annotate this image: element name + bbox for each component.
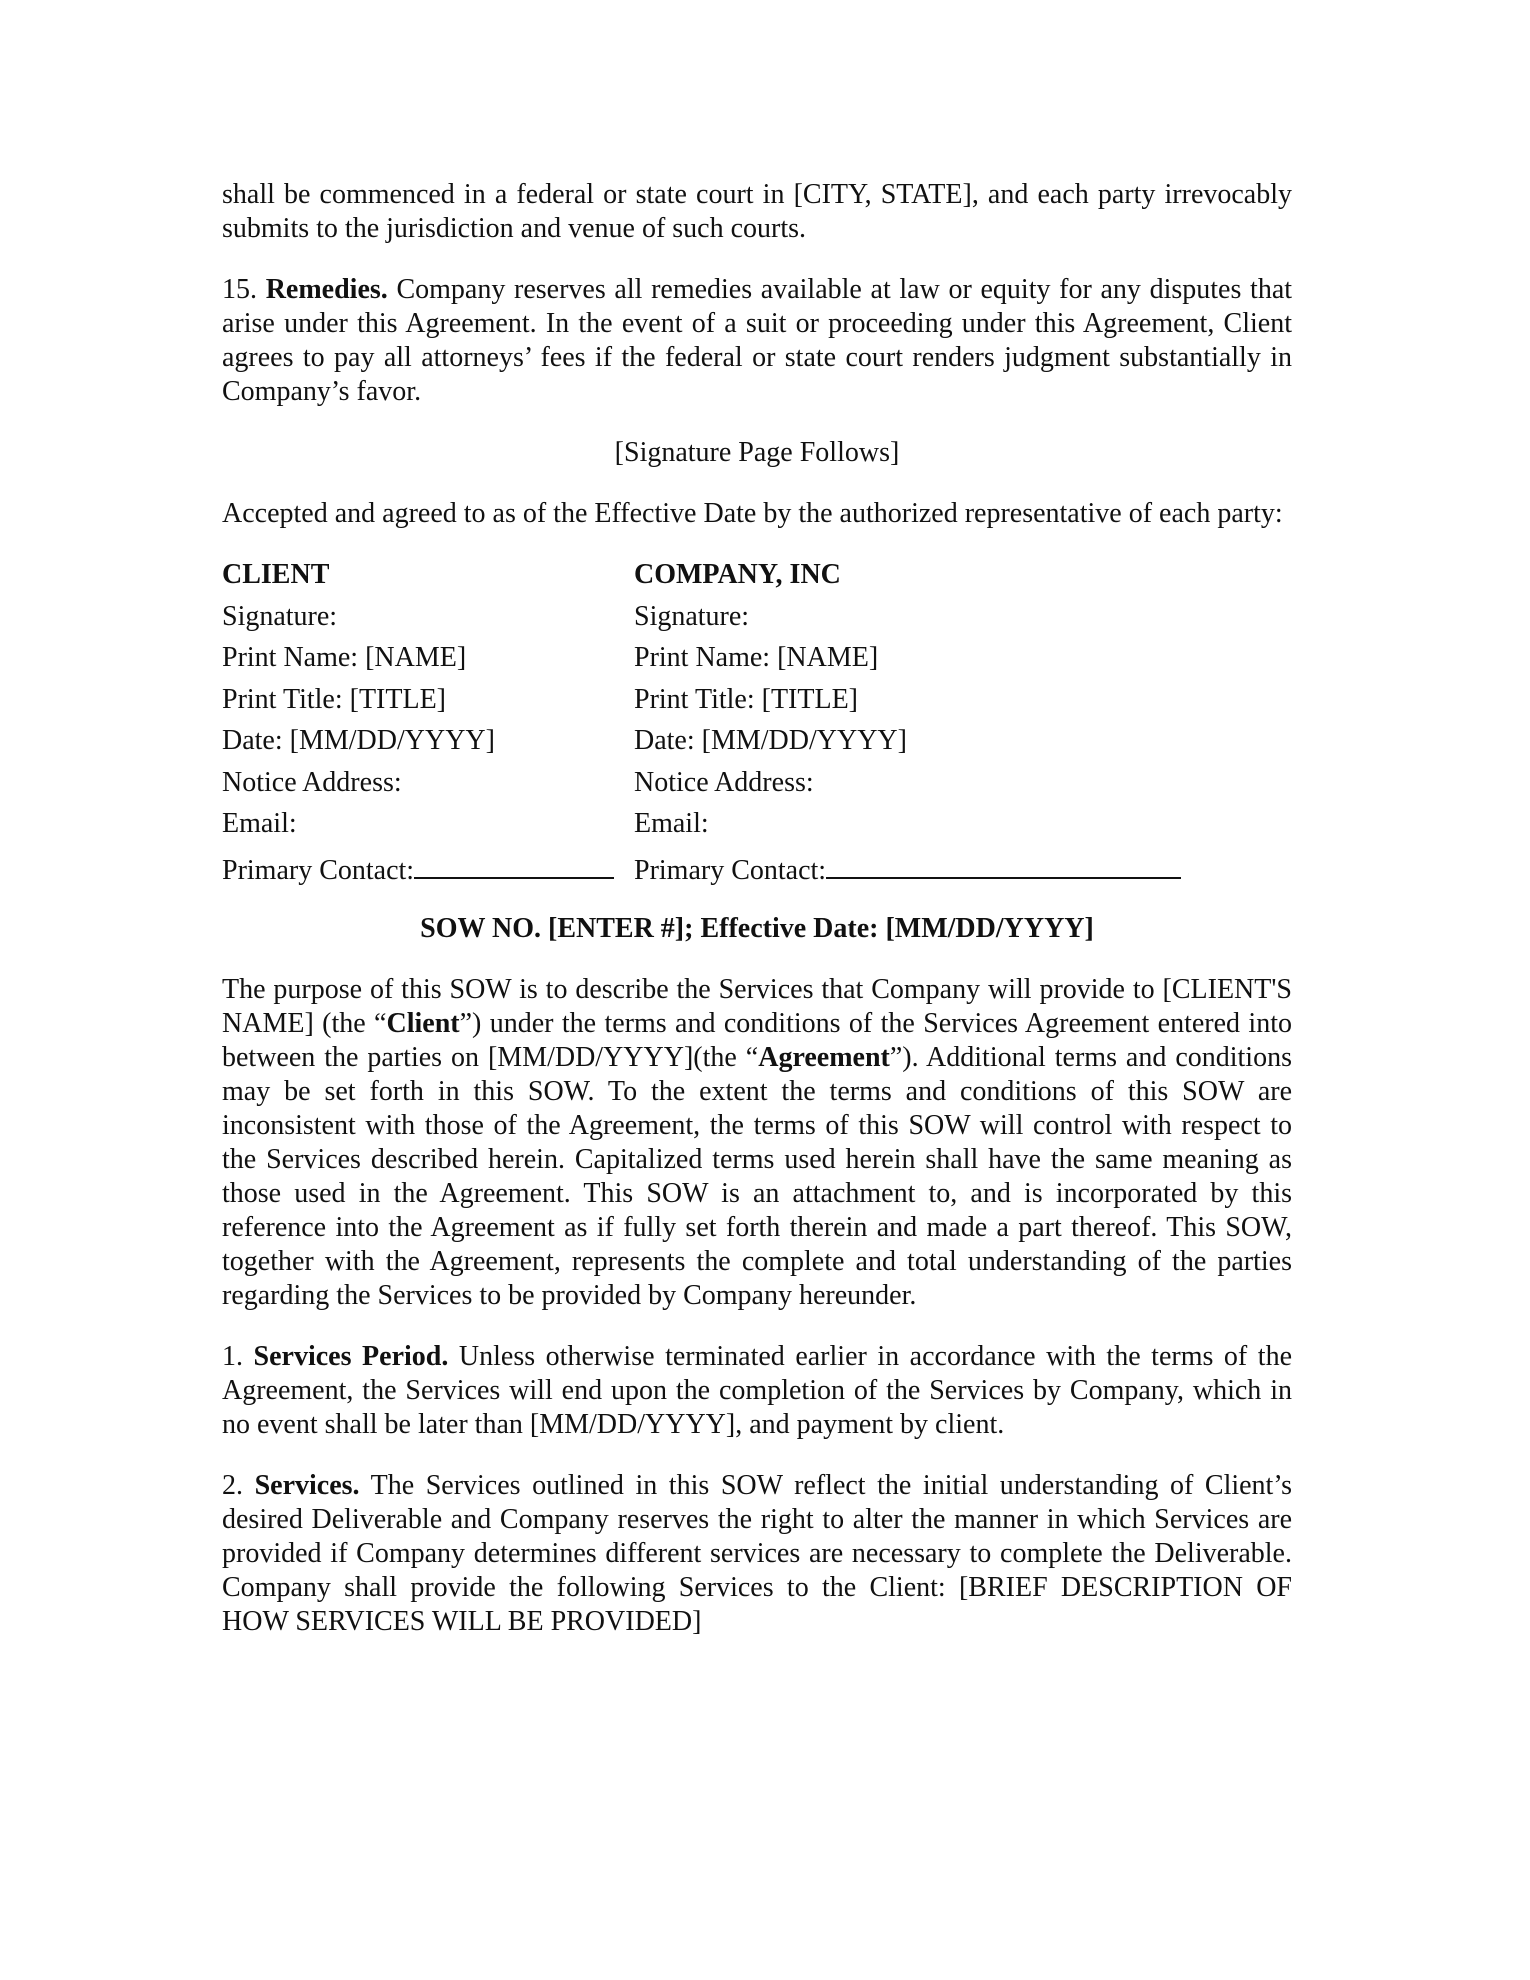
client-primary-contact-label: Primary Contact: (222, 854, 415, 886)
company-heading: COMPANY, INC (634, 559, 841, 590)
signature-row-notice-address (222, 766, 1222, 808)
company-print-name: Print Name: [NAME] (634, 642, 879, 673)
company-signature-label: Signature: (634, 600, 750, 632)
client-date: Date: [MM/DD/YYYY] (222, 725, 495, 756)
client-signature-label: Signature: (222, 600, 338, 632)
section-1-number: 1. (222, 1341, 243, 1372)
company-primary-contact-line (826, 849, 1181, 879)
client-print-name: Print Name: [NAME] (222, 642, 467, 673)
section-1-services-period (222, 1340, 1292, 1442)
company-primary-contact-cell (634, 849, 1222, 891)
signature-row-primary-contact (222, 849, 1222, 891)
client-notice-address: Notice Address: (222, 766, 402, 798)
company-email: Email: (634, 808, 709, 839)
section-2-placeholder: [BRIEF DESCRIPTION OF HOW SERVICES WILL BE PROVIDED] (222, 1572, 1293, 1637)
sow-intro-part2: ”) under the terms and conditions of the Services Agreement entered into between the parties on [MM/DD/YYYY](the “ (222, 1008, 1292, 1073)
company-notice-address: Notice Address: (634, 766, 814, 798)
section-2-services (222, 1469, 1292, 1639)
section-1-heading: Services Period. (253, 1341, 449, 1372)
signature-row-print-title (222, 683, 1222, 725)
section-1-text: Unless otherwise terminated earlier in accordance with the terms of the Agreement, the Services will end upon the completion of the Services by Company, which in no event shall be later than [MM/DD/YYYY], and payment by client. (222, 1341, 1293, 1440)
signature-row-email (222, 807, 1222, 849)
sow-intro-part3: ”). Additional terms and conditions may be set forth in this SOW. To the extent the terms and conditions of this SOW are inconsistent with those of the Agreement, the terms of this SOW will control with respect to the Services described herein. Capitalized terms used herein shall have the same meaning as those used in the Agreement. This SOW is an attachment to, and is incorporated by this reference into the Agreement as if fully set forth therein and made a part thereof. This SOW, together with the Agreement, represents the complete and total understanding of the parties regarding the Services to be provided by Company hereunder. (222, 1042, 1292, 1311)
signature-row-signature (222, 600, 1222, 642)
signature-page-follows: [Signature Page Follows] (614, 437, 900, 468)
client-heading: CLIENT (222, 559, 330, 590)
section-15-number: 15. (222, 274, 257, 305)
client-email: Email: (222, 808, 297, 839)
signature-row-heading (222, 558, 1222, 600)
document-page (222, 178, 1292, 1639)
section-2-heading: Services. (254, 1470, 360, 1501)
section-15-remedies (222, 273, 1292, 409)
accepted-text: Accepted and agreed to as of the Effective Date by the authorized representative of each party: (222, 498, 1283, 529)
sow-intro (222, 973, 1292, 1313)
section-15-heading: Remedies. (265, 274, 388, 305)
section-15-text: Company reserves all remedies available at law or equity for any disputes that arise under this Agreement. In the event of a suit or proceeding under this Agreement, Client agrees to pay all attorneys’ fees if the federal or state court renders judgment substantially in Company’s favor. (222, 274, 1293, 407)
sow-intro-client-term: Client (386, 1008, 460, 1039)
company-primary-contact-label: Primary Contact: (634, 854, 827, 886)
sow-title: SOW NO. [ENTER #]; Effective Date: [MM/DD/YYYY] (420, 913, 1094, 944)
client-print-title: Print Title: [TITLE] (222, 683, 446, 715)
section-2-number: 2. (222, 1470, 243, 1501)
company-print-title: Print Title: [TITLE] (634, 683, 858, 715)
signature-block (222, 558, 1222, 890)
client-primary-contact-cell (222, 849, 634, 891)
signature-row-print-name (222, 641, 1222, 683)
client-primary-contact-line (414, 849, 614, 879)
company-date: Date: [MM/DD/YYYY] (634, 725, 907, 756)
signature-row-date (222, 724, 1222, 766)
sow-intro-part1: The purpose of this SOW is to describe the Services that Company will provide to [CLIENT'S NAME] (the “ (222, 974, 1292, 1039)
section-14-continuation: shall be commenced in a federal or state court in [CITY, STATE], and each party irrevocably submits to the jurisdiction and venue of such courts. (222, 179, 1292, 244)
section-2-text: The Services outlined in this SOW reflect the initial understanding of Client’s desired Deliverable and Company reserves the right to alter the manner in which Services are provided if Company determines different services are necessary to complete the Deliverable. Company shall provide the following Services to the Client: (222, 1470, 1293, 1603)
sow-intro-agreement-term: Agreement (758, 1042, 890, 1073)
